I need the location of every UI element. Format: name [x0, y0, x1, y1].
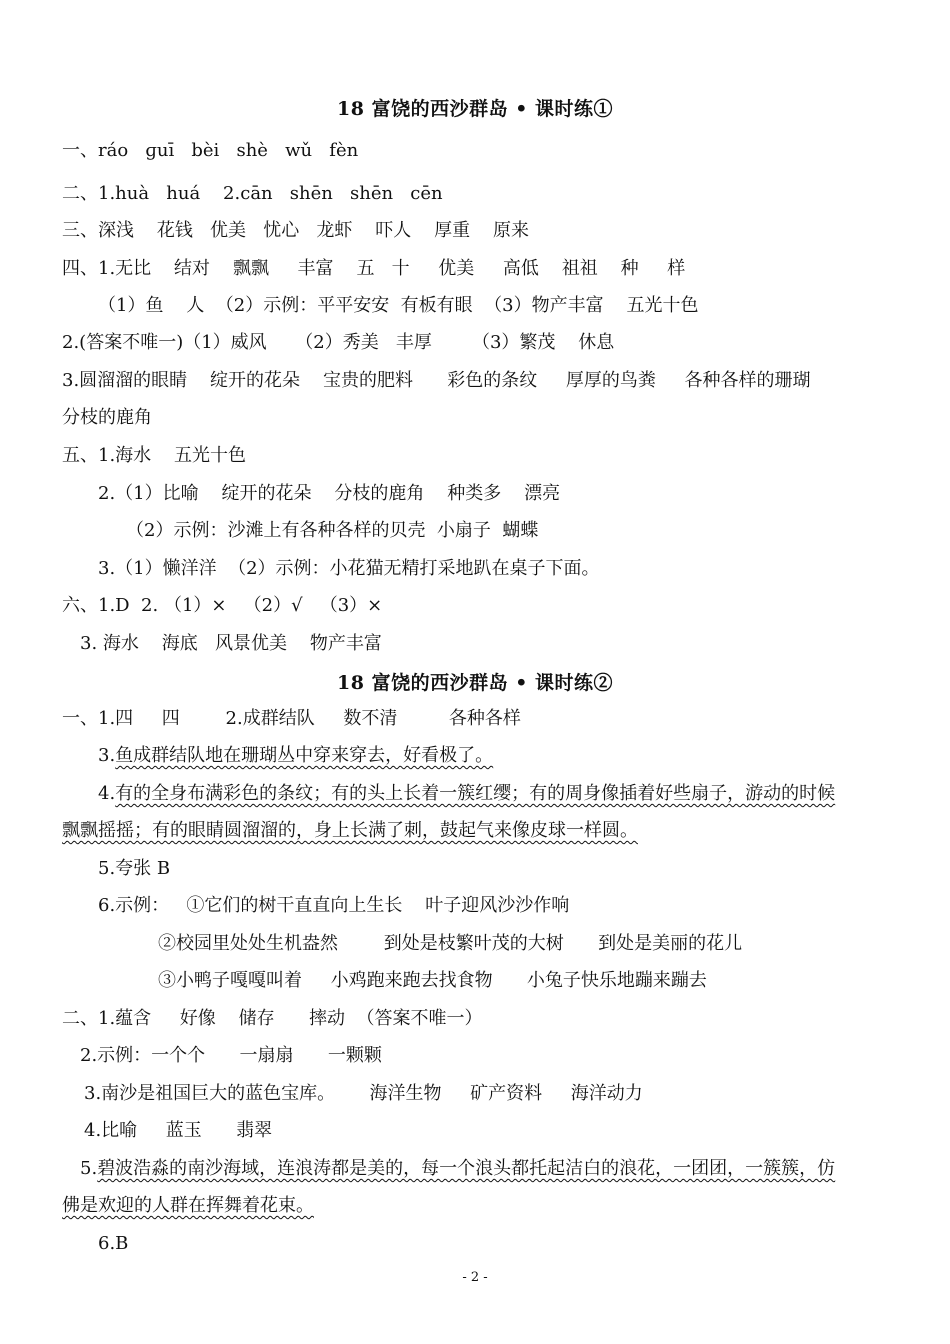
answer-line: 6.B	[98, 1233, 129, 1254]
answer-line: 3.圆溜溜的眼睛 绽开的花朵 宝贵的肥料 彩色的条纹 厚厚的鸟粪 各种各样的珊瑚	[62, 370, 811, 391]
answer-line: ②校园里处处生机盎然 到处是枝繁叶茂的大树 到处是美丽的花儿	[158, 933, 743, 954]
answer-line: 四、1.无比 结对 飘飘 丰富 五 十 优美 高低 祖祖 种 样	[62, 258, 686, 279]
answer-number: 4.	[98, 783, 116, 804]
answer-line: 六、1.D 2. （1）× （2）√ （3）×	[62, 595, 383, 616]
answer-line: ③小鸭子嘎嘎叫着 小鸡跑来跑去找食物 小兔子快乐地蹦来蹦去	[158, 970, 707, 991]
answer-line	[80, 1156, 835, 1182]
answer-line: 三、深浅 花钱 优美 忧心 龙虾 吓人 厚重 原来	[62, 220, 530, 241]
answer-line	[98, 781, 835, 807]
answer-line: 二、1.huà huá 2.cān shēn shēn cēn	[62, 183, 443, 204]
underlined-answer: 鱼成群结队地在珊瑚丛中穿来穿去，好看极了。	[115, 745, 494, 766]
answer-line: （1）鱼 人 （2）示例：平平安安 有板有眼 （3）物产丰富 五光十色	[98, 295, 699, 316]
answer-line: 6.示例： ①它们的树干直直向上生长 叶子迎风沙沙作响	[98, 895, 570, 916]
answer-line: 一、1.四 四 2.成群结队 数不清 各种各样	[62, 708, 521, 729]
answer-line: 2.（1）比喻 绽开的花朵 分枝的鹿角 种类多 漂亮	[98, 483, 561, 504]
underlined-answer: 佛是欢迎的人群在挥舞着花束。	[62, 1195, 314, 1216]
answer-line: 3.南沙是祖国巨大的蓝色宝库。 海洋生物 矿产资料 海洋动力	[84, 1083, 643, 1104]
answer-number: 3.	[98, 745, 116, 766]
answer-line	[98, 743, 493, 769]
answer-line: 二、1.蕴含 好像 储存 摔动 （答案不唯一）	[62, 1008, 483, 1029]
answer-line: 3. 海水 海底 风景优美 物产丰富	[80, 633, 382, 654]
answer-line: 2.(答案不唯一)（1）威风 （2）秀美 丰厚 （3）繁茂 休息	[62, 332, 615, 353]
answer-line: 一、ráo ɡuī bèi shè wǔ fèn	[62, 140, 359, 161]
answer-number: 5.	[80, 1158, 98, 1179]
underlined-answer: 有的全身布满彩色的条纹；有的头上长着一簇红缨；有的周身像插着好些扇子，游动的时候	[115, 783, 836, 804]
underlined-answer: 飘飘摇摇；有的眼睛圆溜溜的，身上长满了刺，鼓起气来像皮球一样圆。	[62, 820, 638, 841]
section-title-2: 18 富饶的西沙群岛 • 课时练②	[337, 672, 613, 694]
answer-line: （2）示例：沙滩上有各种各样的贝壳 小扇子 蝴蝶	[126, 520, 539, 541]
underlined-answer: 碧波浩淼的南沙海域，连浪涛都是美的，每一个浪头都托起洁白的浪花，一团团，一簇簇，仿	[97, 1158, 836, 1179]
answer-line: 4.比喻 蓝玉 翡翠	[84, 1120, 273, 1141]
answer-line: 3.（1）懒洋洋 （2）示例：小花猫无精打采地趴在桌子下面。	[98, 558, 600, 579]
answer-line: 2.示例：一个个 一扇扇 一颗颗	[80, 1045, 382, 1066]
answer-line: 五、1.海水 五光十色	[62, 445, 247, 466]
page-number: - 2 -	[462, 1270, 488, 1285]
answer-line: 分枝的鹿角	[62, 407, 152, 428]
answer-line: 5.夸张 B	[98, 858, 171, 879]
section-title-1: 18 富饶的西沙群岛 • 课时练①	[337, 98, 613, 120]
